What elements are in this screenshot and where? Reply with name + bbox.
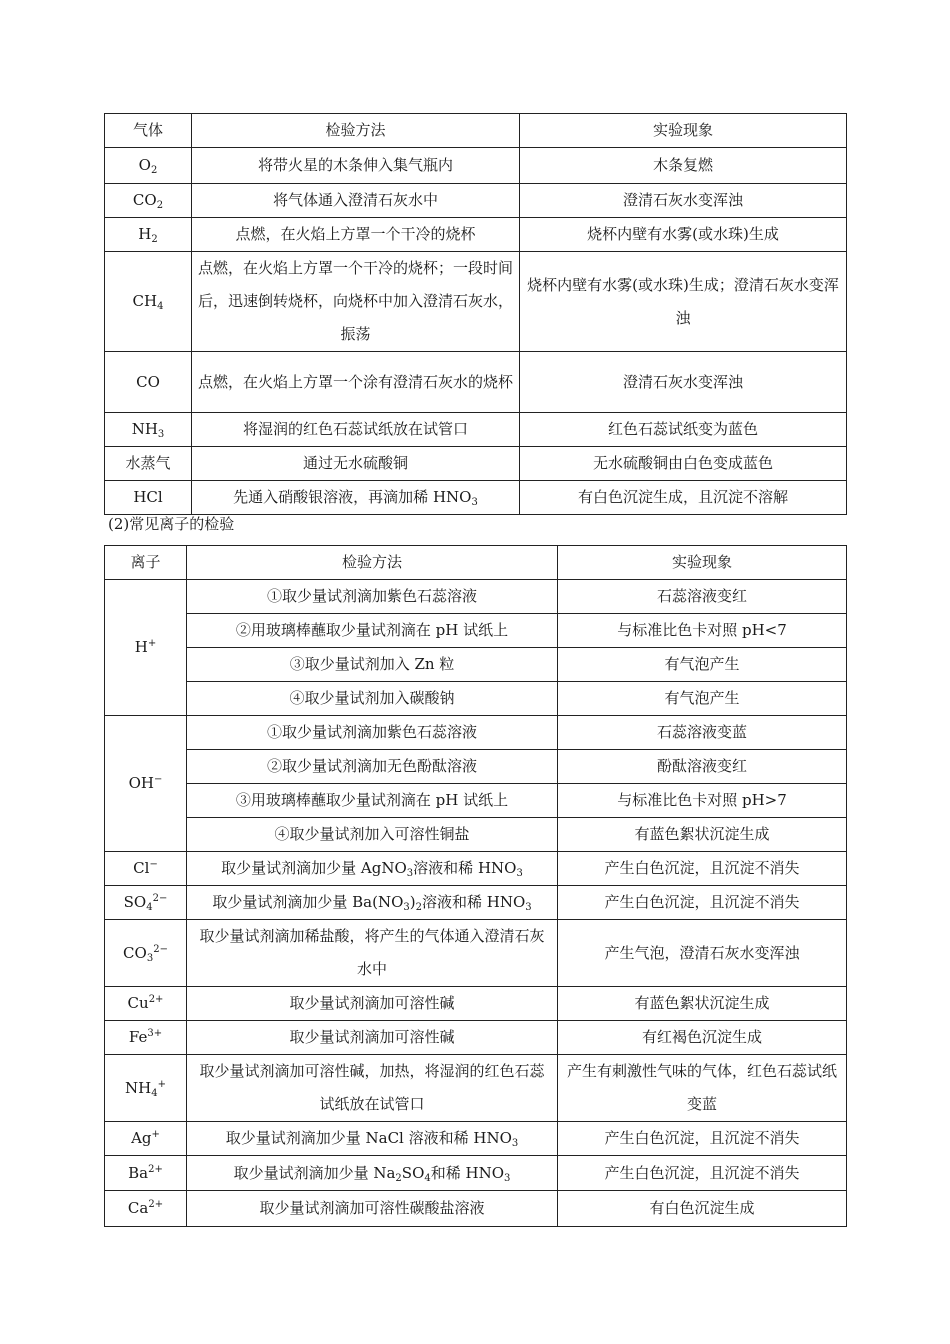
result-cell: 澄清石灰水变浑浊 [520, 184, 847, 218]
header-gas: 气体 [105, 114, 192, 148]
method-cell: 取少量试剂滴加少量 $Ba(NO_3)_2$溶液和稀 $HNO_3$ [187, 886, 558, 920]
result-cell: 红色石蕊试纸变为蓝色 [520, 413, 847, 447]
ion-cell: Ag+ [105, 1122, 187, 1156]
table-row [105, 447, 847, 481]
table-row [105, 580, 847, 614]
method-cell: ①取少量试剂滴加紫色石蕊溶液 [187, 580, 558, 614]
gas-test-table [104, 113, 847, 515]
table-row [105, 1021, 847, 1055]
table-row [105, 716, 847, 750]
result-cell: 产生白色沉淀，且沉淀不消失 [558, 852, 847, 886]
gas-cell: CO [105, 352, 192, 413]
table-row [105, 750, 847, 784]
result-cell: 澄清石灰水变浑浊 [520, 352, 847, 413]
method-cell: ②取少量试剂滴加无色酚酞溶液 [187, 750, 558, 784]
result-cell: 烧杯内壁有水雾(或水珠)生成 [520, 218, 847, 252]
header-result: 实验现象 [558, 546, 847, 580]
table-row [105, 148, 847, 184]
result-cell: 石蕊溶液变蓝 [558, 716, 847, 750]
method-cell: 点燃，在火焰上方罩一个涂有澄清石灰水的烧杯 [192, 352, 520, 413]
result-cell: 有白色沉淀生成，且沉淀不溶解 [520, 481, 847, 515]
method-cell: 取少量试剂滴加稀盐酸，将产生的气体通入澄清石灰水中 [187, 920, 558, 987]
ion-cell: $SO_4^{2-}$ [105, 886, 187, 920]
header-method: 检验方法 [192, 114, 520, 148]
result-cell: 有气泡产生 [558, 648, 847, 682]
table-row [105, 648, 847, 682]
method-cell: 将气体通入澄清石灰水中 [192, 184, 520, 218]
table-row [105, 987, 847, 1021]
result-cell: 与标准比色卡对照 pH<7 [558, 614, 847, 648]
method-cell: ④取少量试剂加入碳酸钠 [187, 682, 558, 716]
table-row [105, 1055, 847, 1122]
table-row [105, 852, 847, 886]
ion-cell: OH− [105, 716, 187, 852]
ion-cell: $CO_3^{2-}$ [105, 920, 187, 987]
ion-cell: Cl− [105, 852, 187, 886]
result-cell: 石蕊溶液变红 [558, 580, 847, 614]
result-cell: 有白色沉淀生成 [558, 1191, 847, 1227]
method-cell: 点燃，在火焰上方罩一个干冷的烧杯 [192, 218, 520, 252]
method-cell: 点燃，在火焰上方罩一个干冷的烧杯；一段时间后，迅速倒转烧杯，向烧杯中加入澄清石灰水，振荡 [192, 252, 520, 352]
result-cell: 烧杯内壁有水雾(或水珠)生成；澄清石灰水变浑浊 [520, 252, 847, 352]
table-row [105, 1191, 847, 1227]
table-header-row [105, 114, 847, 148]
method-cell: 先通入硝酸银溶液，再滴加稀 $HNO_3$ [192, 481, 520, 515]
ion-cell: H+ [105, 580, 187, 716]
result-cell: 有气泡产生 [558, 682, 847, 716]
result-cell: 有蓝色絮状沉淀生成 [558, 818, 847, 852]
ion-test-table [104, 545, 847, 1227]
header-method: 检验方法 [187, 546, 558, 580]
table-row [105, 682, 847, 716]
ion-cell: $Ca^{2+}$ [105, 1191, 187, 1227]
gas-cell: HCl [105, 481, 192, 515]
header-result: 实验现象 [520, 114, 847, 148]
result-cell: 产生有刺激性气味的气体，红色石蕊试纸变蓝 [558, 1055, 847, 1122]
gas-cell: $H_2$ [105, 218, 192, 252]
table-row [105, 1156, 847, 1191]
ion-cell: $Fe^{3+}$ [105, 1021, 187, 1055]
result-cell: 与标准比色卡对照 pH>7 [558, 784, 847, 818]
method-cell: 取少量试剂滴加少量 AgNO$_3$溶液和稀 $HNO_3$ [187, 852, 558, 886]
table-row [105, 614, 847, 648]
table-row [105, 413, 847, 447]
result-cell: 产生气泡，澄清石灰水变浑浊 [558, 920, 847, 987]
gas-cell: 水蒸气 [105, 447, 192, 481]
table-row [105, 218, 847, 252]
method-cell: 将湿润的红色石蕊试纸放在试管口 [192, 413, 520, 447]
gas-cell: $CO_2$ [105, 184, 192, 218]
gas-cell: $NH_3$ [105, 413, 192, 447]
method-cell: 取少量试剂滴加可溶性碱 [187, 1021, 558, 1055]
table-row [105, 886, 847, 920]
table-row [105, 184, 847, 218]
table-row [105, 1122, 847, 1156]
method-cell: ②用玻璃棒蘸取少量试剂滴在 pH 试纸上 [187, 614, 558, 648]
method-cell: 取少量试剂滴加可溶性碱 [187, 987, 558, 1021]
result-cell: 酚酞溶液变红 [558, 750, 847, 784]
method-cell: 将带火星的木条伸入集气瓶内 [192, 148, 520, 184]
method-cell: ③用玻璃棒蘸取少量试剂滴在 pH 试纸上 [187, 784, 558, 818]
gas-cell: $O_2$ [105, 148, 192, 184]
ion-cell: $NH_4^+$ [105, 1055, 187, 1122]
method-cell: 取少量试剂滴加可溶性碳酸盐溶液 [187, 1191, 558, 1227]
result-cell: 有红褐色沉淀生成 [558, 1021, 847, 1055]
table-row [105, 818, 847, 852]
result-cell: 木条复燃 [520, 148, 847, 184]
method-cell: 取少量试剂滴加可溶性碱，加热，将湿润的红色石蕊试纸放在试管口 [187, 1055, 558, 1122]
method-cell: 通过无水硫酸铜 [192, 447, 520, 481]
section-caption: (2)常见离子的检验 [108, 515, 235, 533]
result-cell: 有蓝色絮状沉淀生成 [558, 987, 847, 1021]
table-row [105, 252, 847, 352]
table-row [105, 784, 847, 818]
ion-cell: $Ba^{2+}$ [105, 1156, 187, 1191]
method-cell: ③取少量试剂加入 Zn 粒 [187, 648, 558, 682]
result-cell: 无水硫酸铜由白色变成蓝色 [520, 447, 847, 481]
table-row [105, 481, 847, 515]
result-cell: 产生白色沉淀，且沉淀不消失 [558, 1156, 847, 1191]
method-cell: 取少量试剂滴加少量 NaCl 溶液和稀 $HNO_3$ [187, 1122, 558, 1156]
result-cell: 产生白色沉淀，且沉淀不消失 [558, 886, 847, 920]
method-cell: 取少量试剂滴加少量 $Na_2SO_4$和稀 $HNO_3$ [187, 1156, 558, 1191]
result-cell: 产生白色沉淀，且沉淀不消失 [558, 1122, 847, 1156]
method-cell: ①取少量试剂滴加紫色石蕊溶液 [187, 716, 558, 750]
method-cell: ④取少量试剂加入可溶性铜盐 [187, 818, 558, 852]
header-ion: 离子 [105, 546, 187, 580]
ion-cell: $Cu^{2+}$ [105, 987, 187, 1021]
table-header-row [105, 546, 847, 580]
gas-cell: $CH_4$ [105, 252, 192, 352]
table-row [105, 352, 847, 413]
table-row [105, 920, 847, 987]
